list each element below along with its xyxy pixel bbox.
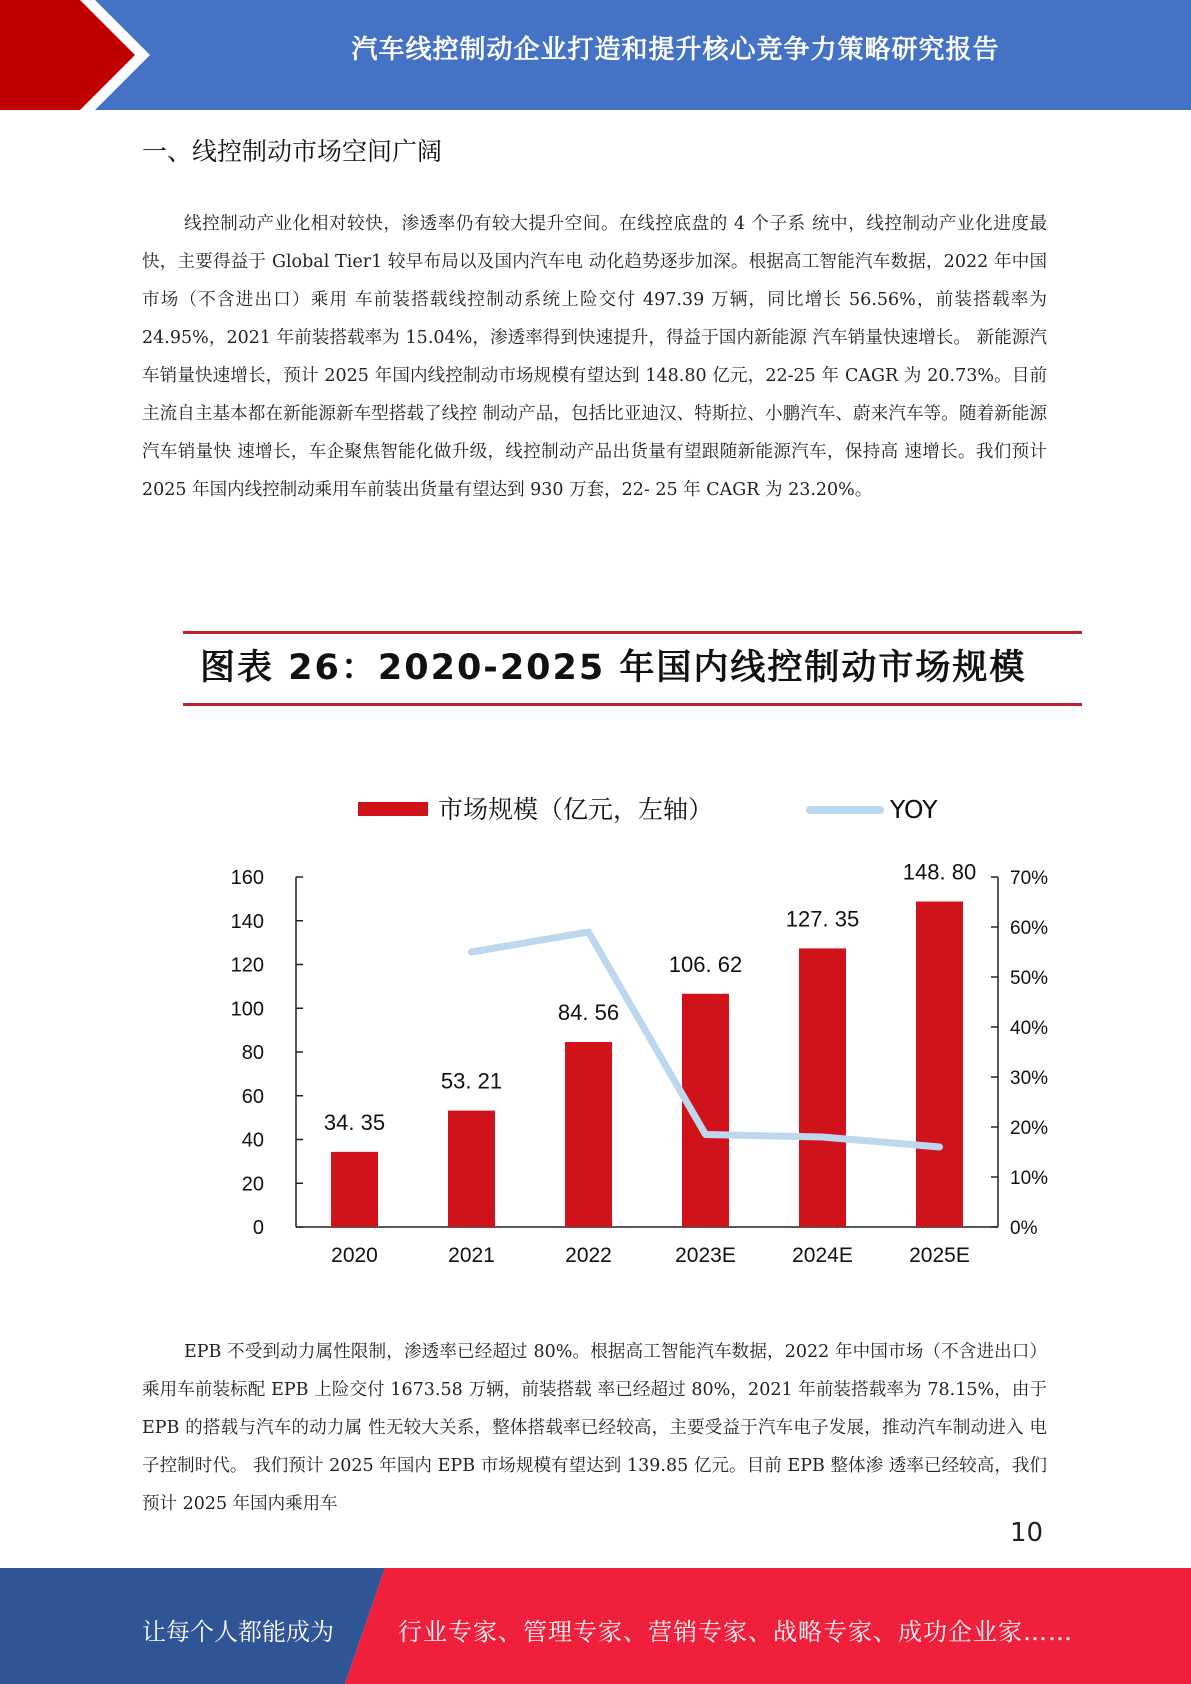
bar-value-label: 53. 21 <box>440 1068 503 1094</box>
x-tick-label: 2025E <box>909 1244 970 1267</box>
y-left-tick-label: 40 <box>241 1129 264 1152</box>
x-tick-label: 2021 <box>448 1244 495 1267</box>
bar-value-label: 127. 35 <box>785 906 860 932</box>
bar-value-label: 106. 62 <box>668 951 743 977</box>
x-tick-label: 2023E <box>675 1244 736 1267</box>
footer-slogan-right: 行业专家、管理专家、营销专家、战略专家、成功企业家…… <box>398 1618 1073 1646</box>
figure-title: 图表 26：2020-2025 年国内线控制动市场规模 <box>200 648 1027 688</box>
page-number: 10 <box>1010 1518 1044 1548</box>
bar-2020 <box>331 1152 378 1227</box>
body-paragraph-1: 线控制动产业化相对较快，渗透率仍有较大提升空间。在线控底盘的 4 个子系 统中，线控制动产业化进度最快，主要得益于 Global Tier1 较早布局以及国内汽车电 动化趋势逐步加深。根据高工智能汽车数据，2022 年中国市场（不含进出口）乘用 车前装搭载线控制动系统上险交付 497.39 万辆，同比增长 56.56%，前装搭载率为 24.95%，2021 年前装搭载率为 15.04%，渗透率得到快速提升，得益于国内新能源 汽车销量快速增长。 新能源汽车销量快速增长，预计 2025 年国内线控制动市场规模有望达到 148.80 亿元，22-25 年 CAGR 为 20.73%。目前主流自主基本都在新能源新车型搭载了线控 制动产品，包括比亚迪汉、特斯拉、小鹏汽车、蔚来汽车等。随着新能源汽车销量快 速增长，车企聚焦智能化做升级，线控制动产品出货量有望跟随新能源汽车，保持高 速增长。我们预计 2025 年国内线控制动乘用车前装出货量有望达到 930 万套，22- 25 年 CAGR 为 23.20%。 <box>142 214 1047 500</box>
y-left-tick-label: 140 <box>230 910 264 933</box>
x-tick-label: 2022 <box>565 1244 612 1267</box>
legend-label-bar: 市场规模（亿元，左轴） <box>438 795 714 824</box>
bar-value-label: 148. 80 <box>902 859 977 885</box>
market-size-chart <box>190 760 1090 1280</box>
y-right-tick-label: 30% <box>1010 1068 1049 1089</box>
header-chevron-graphic <box>0 0 160 110</box>
bar-2024E <box>799 948 846 1227</box>
footer-slogan-left: 让每个人都能成为 <box>142 1618 334 1646</box>
bar-value-label: 34. 35 <box>323 1109 386 1135</box>
y-right-tick-label: 50% <box>1010 968 1049 989</box>
y-right-tick-label: 60% <box>1010 918 1049 939</box>
y-left-tick-label: 100 <box>230 998 264 1021</box>
y-left-tick-label: 60 <box>241 1085 264 1108</box>
bar-value-label: 84. 56 <box>557 1000 620 1026</box>
chart-bar-labels <box>324 860 976 1135</box>
figure-rule-top <box>183 631 1082 634</box>
y-right-tick-label: 70% <box>1010 868 1049 889</box>
legend-swatch-bar <box>358 802 428 816</box>
bar-2025E <box>916 902 963 1228</box>
y-right-tick-label: 20% <box>1010 1118 1049 1139</box>
chart-legend <box>358 795 938 824</box>
y-left-tick-label: 80 <box>241 1042 264 1064</box>
y-left-tick-label: 160 <box>230 867 264 889</box>
y-right-tick-label: 40% <box>1010 1018 1049 1039</box>
report-title: 汽车线控制动企业打造和提升核心竞争力策略研究报告 <box>351 35 1000 65</box>
figure-rule-bottom <box>183 703 1082 706</box>
chart-x-labels <box>331 1244 970 1267</box>
section-heading: 一、线控制动市场空间广阔 <box>142 137 443 166</box>
y-right-tick-label: 0% <box>1010 1218 1038 1239</box>
chart-bars <box>331 902 963 1228</box>
y-left-tick-label: 20 <box>241 1173 264 1196</box>
bar-2022 <box>565 1042 612 1227</box>
legend-label-line: YOY <box>890 795 938 824</box>
body-paragraph-2: EPB 不受到动力属性限制，渗透率已经超过 80%。根据高工智能汽车数据，2022 年中国市场（不含进出口）乘用车前装标配 EPB 上险交付 1673.58 万辆，前装搭载 率已经超过 80%，2021 年前装搭载率为 78.15%，由于 EPB 的搭载与汽车的动力属 性无较大关系，整体搭载率已经较高，主要受益于汽车电子发展，推动汽车制动进入 电子控制时代。 我们预计 2025 年国内 EPB 市场规模有望达到 139.85 亿元。目前 EPB 整体渗 透率已经较高，我们预计 2025 年国内乘用车 <box>142 1342 1047 1514</box>
y-left-tick-label: 120 <box>230 954 264 977</box>
x-tick-label: 2020 <box>331 1244 378 1267</box>
bar-2021 <box>448 1111 495 1227</box>
y-left-tick-label: 0 <box>252 1217 264 1239</box>
y-right-tick-label: 10% <box>1010 1168 1049 1189</box>
x-tick-label: 2024E <box>792 1244 853 1267</box>
